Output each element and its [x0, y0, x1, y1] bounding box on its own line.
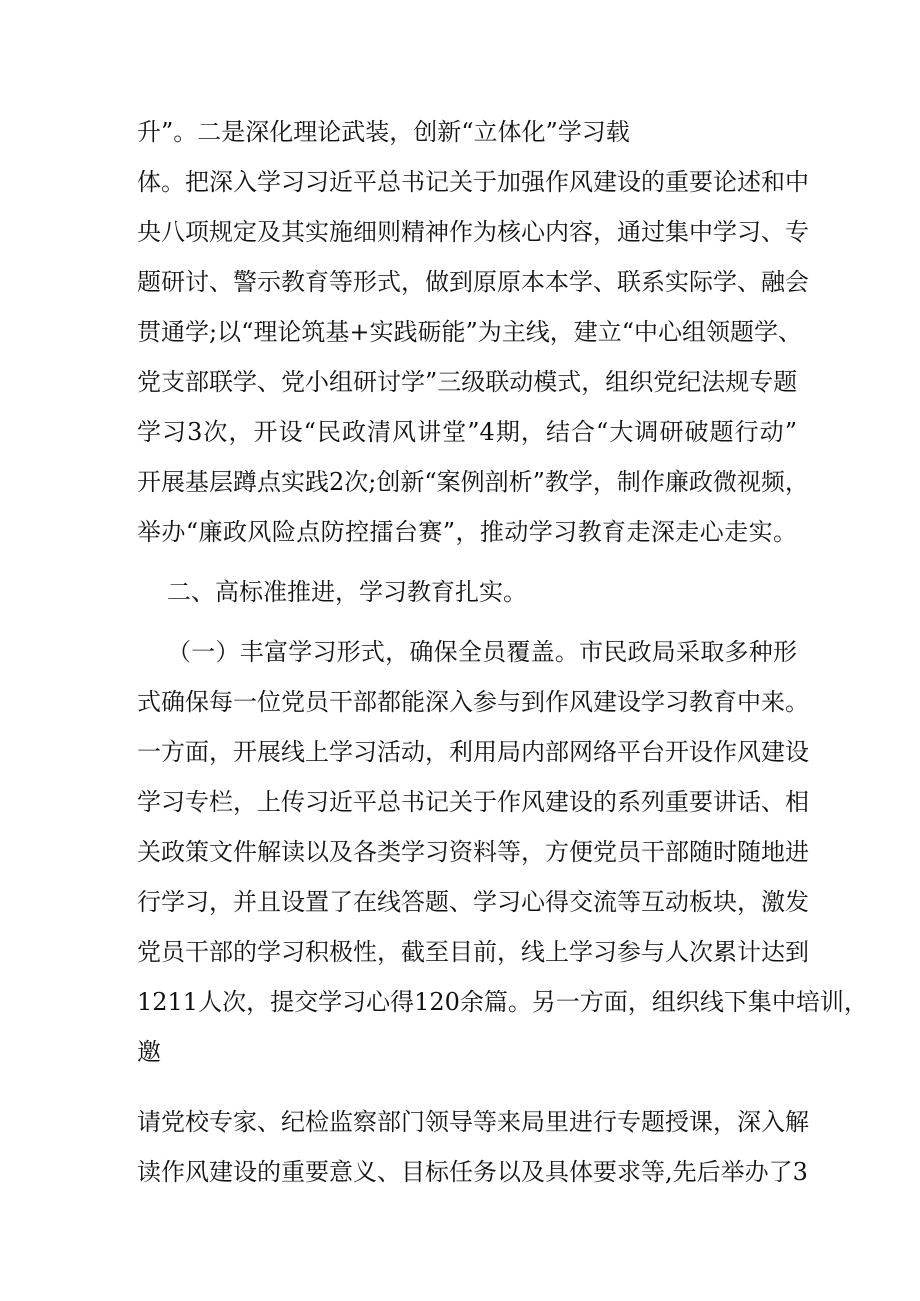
- text-line: 党员干部的学习积极性，截至目前，线上学习参与人次累计达到: [137, 938, 809, 966]
- text-line: 党支部联学、党小组研讨学”三级联动模式，组织党纪法规专题: [137, 368, 798, 396]
- text-line: 关政策文件解读以及各类学习资料等，方便党员干部随时随地进: [137, 838, 809, 866]
- text-line: 式确保每一位党员干部都能深入参与到作风建设学习教育中来。: [137, 688, 809, 716]
- text-line: 开展基层蹲点实践2次;创新“案例剖析”教学，制作廉政微视频，: [137, 468, 809, 496]
- text-line: 升”。二是深化理论武装，创新“立体化”学习载: [137, 118, 630, 146]
- text-line: 举办“廉政风险点防控擂台赛”，推动学习教育走深走心走实。: [137, 518, 797, 546]
- text-line: 体。把深入学习习近平总书记关于加强作风建设的重要论述和中: [137, 168, 809, 196]
- text-line: （一）丰富学习形式，确保全员覆盖。市民政局采取多种形: [167, 638, 797, 666]
- text-line: 1211人次，提交学习心得120余篇。另一方面，组织线下集中培训，: [137, 988, 868, 1016]
- text-line: 请党校专家、纪检监察部门领导等来局里进行专题授课，深入解: [137, 1108, 809, 1136]
- section-heading: 二、高标准推进，学习教育扎实。: [167, 578, 527, 606]
- text-line: 邀: [137, 1038, 161, 1066]
- text-line: 行学习，并且设置了在线答题、学习心得交流等互动板块，激发: [137, 888, 809, 916]
- text-line: 一方面，开展线上学习活动，利用局内部网络平台开设作风建设: [137, 738, 809, 766]
- text-line: 题研讨、警示教育等形式，做到原原本本学、联系实际学、融会: [137, 268, 809, 296]
- text-line: 贯通学;以“理论筑基+实践砺能”为主线，建立“中心组领题学、: [137, 318, 803, 346]
- text-line: 央八项规定及其实施细则精神作为核心内容，通过集中学习、专: [137, 218, 809, 246]
- text-line: 学习3次，开设“民政清风讲堂”4期，结合“大调研破题行动”: [137, 418, 797, 446]
- text-line: 学习专栏，上传习近平总书记关于作风建设的系列重要讲话、相: [137, 788, 809, 816]
- text-line: 读作风建设的重要意义、目标任务以及具体要求等,先后举办了3: [137, 1158, 808, 1186]
